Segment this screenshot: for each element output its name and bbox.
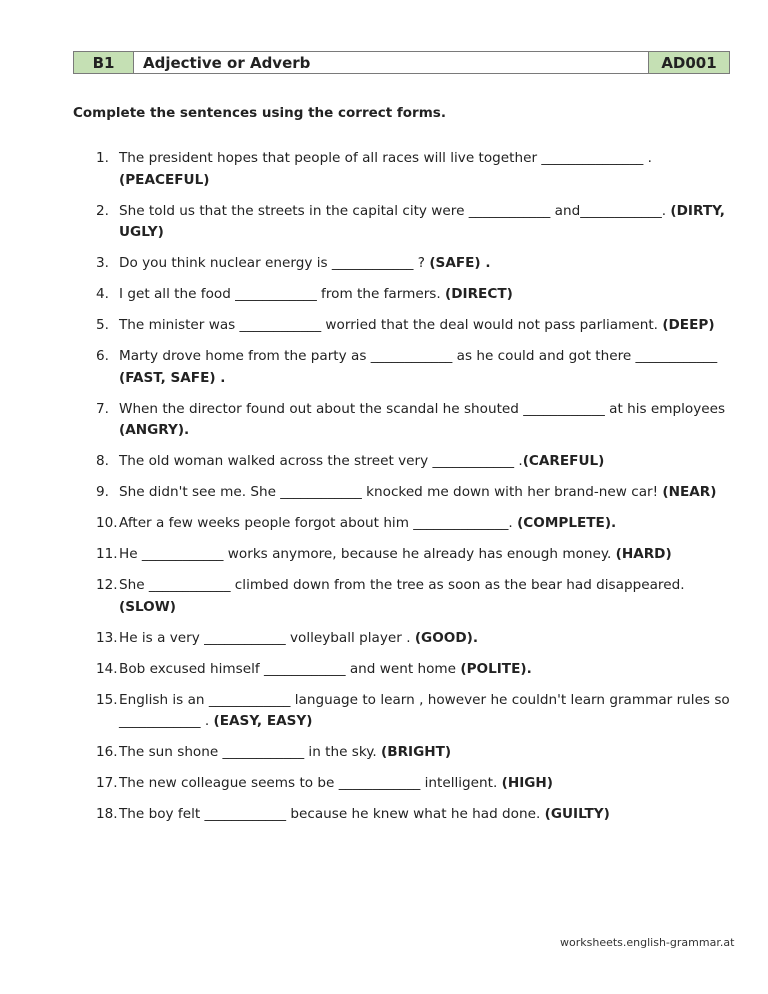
word-hint: (ANGRY). [119, 422, 190, 438]
exercise-text [119, 742, 736, 764]
sentence: I get all the food ____________ from the farmers. [119, 286, 446, 302]
exercise-number: 13. [96, 629, 118, 646]
exercise-number: 15. [96, 691, 118, 708]
sentence: Marty drove home from the party as ____________ as he could and got there ____________ [119, 348, 718, 364]
worksheet-title: Adjective or Adverb [134, 52, 649, 73]
word-hint: (COMPLETE). [517, 515, 617, 531]
exercise-list [96, 148, 736, 835]
word-hint: (DIRECT) [445, 286, 513, 302]
exercise-number: 1. [96, 150, 109, 166]
sentence: When the director found out about the scandal he shouted ____________ at his employees [119, 400, 726, 417]
word-hint: (DEEP) [662, 317, 715, 333]
exercise-number: 5. [96, 317, 109, 333]
exercise-text [119, 148, 736, 191]
exercise-item [96, 659, 736, 681]
exercise-item [96, 399, 736, 442]
exercise-item [96, 482, 736, 504]
word-hint: (BRIGHT) [381, 744, 452, 760]
word-hint: (EASY, EASY) [213, 713, 313, 729]
exercise-item [96, 346, 736, 389]
exercise-number: 10. [96, 515, 118, 531]
exercise-number: 14. [96, 660, 118, 677]
exercise-item [96, 544, 736, 566]
instructions: Complete the sentences using the correct forms. [73, 105, 446, 121]
exercise-text [119, 399, 736, 442]
exercise-item [96, 253, 736, 275]
exercise-number: 9. [96, 484, 109, 500]
sentence: She didn't see me. She ____________ knocked me down with her brand-new car! [119, 484, 663, 500]
exercise-item [96, 575, 736, 618]
word-hint: (FAST, SAFE) . [119, 369, 226, 386]
footer-source: worksheets.english-grammar.at [560, 936, 735, 949]
word-hint: (NEAR) [662, 484, 717, 500]
exercise-number: 7. [96, 400, 109, 417]
exercise-text [119, 451, 736, 473]
sentence: The sun shone ____________ in the sky. [119, 744, 381, 760]
level-badge: B1 [74, 52, 134, 73]
sentence: She told us that the streets in the capital city were ____________ and____________. [119, 202, 671, 219]
word-hint: (GUILTY) [544, 806, 610, 822]
exercise-text [119, 346, 736, 389]
exercise-number: 12. [96, 577, 118, 593]
sentence: The president hopes that people of all races will live together _______________ . [119, 150, 652, 166]
word-hint: (SLOW) [119, 598, 176, 615]
sentence: The new colleague seems to be ____________ intelligent. [119, 775, 502, 791]
word-hint: (POLITE). [460, 660, 532, 677]
sentence: The old woman walked across the street very ____________ . [119, 453, 523, 469]
exercise-text [119, 659, 736, 681]
sentence: He ____________ works anymore, because he already has enough money. [119, 546, 616, 562]
word-hint: (GOOD). [414, 629, 478, 646]
exercise-text [119, 804, 736, 826]
exercise-text [119, 201, 736, 244]
worksheet-header [73, 51, 730, 74]
exercise-text [119, 482, 736, 504]
sentence: He is a very ____________ volleyball player . [119, 629, 415, 646]
exercise-number: 11. [96, 546, 118, 562]
exercise-number: 2. [96, 202, 109, 219]
word-hint: (SAFE) . [429, 255, 491, 271]
exercise-text [119, 253, 736, 275]
exercise-number: 18. [96, 806, 118, 822]
exercise-item [96, 690, 736, 733]
exercise-number: 16. [96, 744, 118, 760]
sentence: The boy felt ____________ because he knew what he had done. [119, 806, 545, 822]
exercise-number: 4. [96, 286, 109, 302]
sentence: Do you think nuclear energy is ____________ ? [119, 255, 430, 271]
word-hint: (PEACEFUL) [119, 171, 210, 188]
exercise-number: 17. [96, 775, 118, 791]
word-hint: (HARD) [615, 546, 672, 562]
exercise-text [119, 284, 736, 306]
exercise-item [96, 148, 736, 191]
exercise-item [96, 451, 736, 473]
exercise-item [96, 284, 736, 306]
exercise-item [96, 513, 736, 535]
exercise-text [119, 544, 736, 566]
exercise-item [96, 742, 736, 764]
exercise-number: 6. [96, 348, 109, 364]
word-hint: (CAREFUL) [522, 453, 605, 469]
worksheet-code: AD001 [649, 52, 729, 73]
exercise-item [96, 628, 736, 650]
exercise-text [119, 690, 736, 733]
sentence: English is an ____________ language to learn , however he couldn't learn grammar rules so ____________ . [119, 691, 730, 729]
sentence: The minister was ____________ worried that the deal would not pass parliament. [119, 317, 663, 333]
exercise-text [119, 315, 736, 337]
sentence: After a few weeks people forgot about him ______________. [119, 515, 518, 531]
exercise-item [96, 773, 736, 795]
exercise-text [119, 628, 736, 650]
exercise-number: 3. [96, 255, 109, 271]
exercise-text [119, 513, 736, 535]
word-hint: (DIRTY, UGLY) [119, 202, 725, 240]
word-hint: (HIGH) [501, 775, 554, 791]
exercise-item [96, 804, 736, 826]
sentence: She ____________ climbed down from the tree as soon as the bear had disappeared. [119, 577, 685, 593]
exercise-item [96, 201, 736, 244]
exercise-number: 8. [96, 453, 109, 469]
sentence: Bob excused himself ____________ and went home [119, 660, 461, 677]
exercise-text [119, 773, 736, 795]
exercise-text [119, 575, 736, 618]
exercise-item [96, 315, 736, 337]
